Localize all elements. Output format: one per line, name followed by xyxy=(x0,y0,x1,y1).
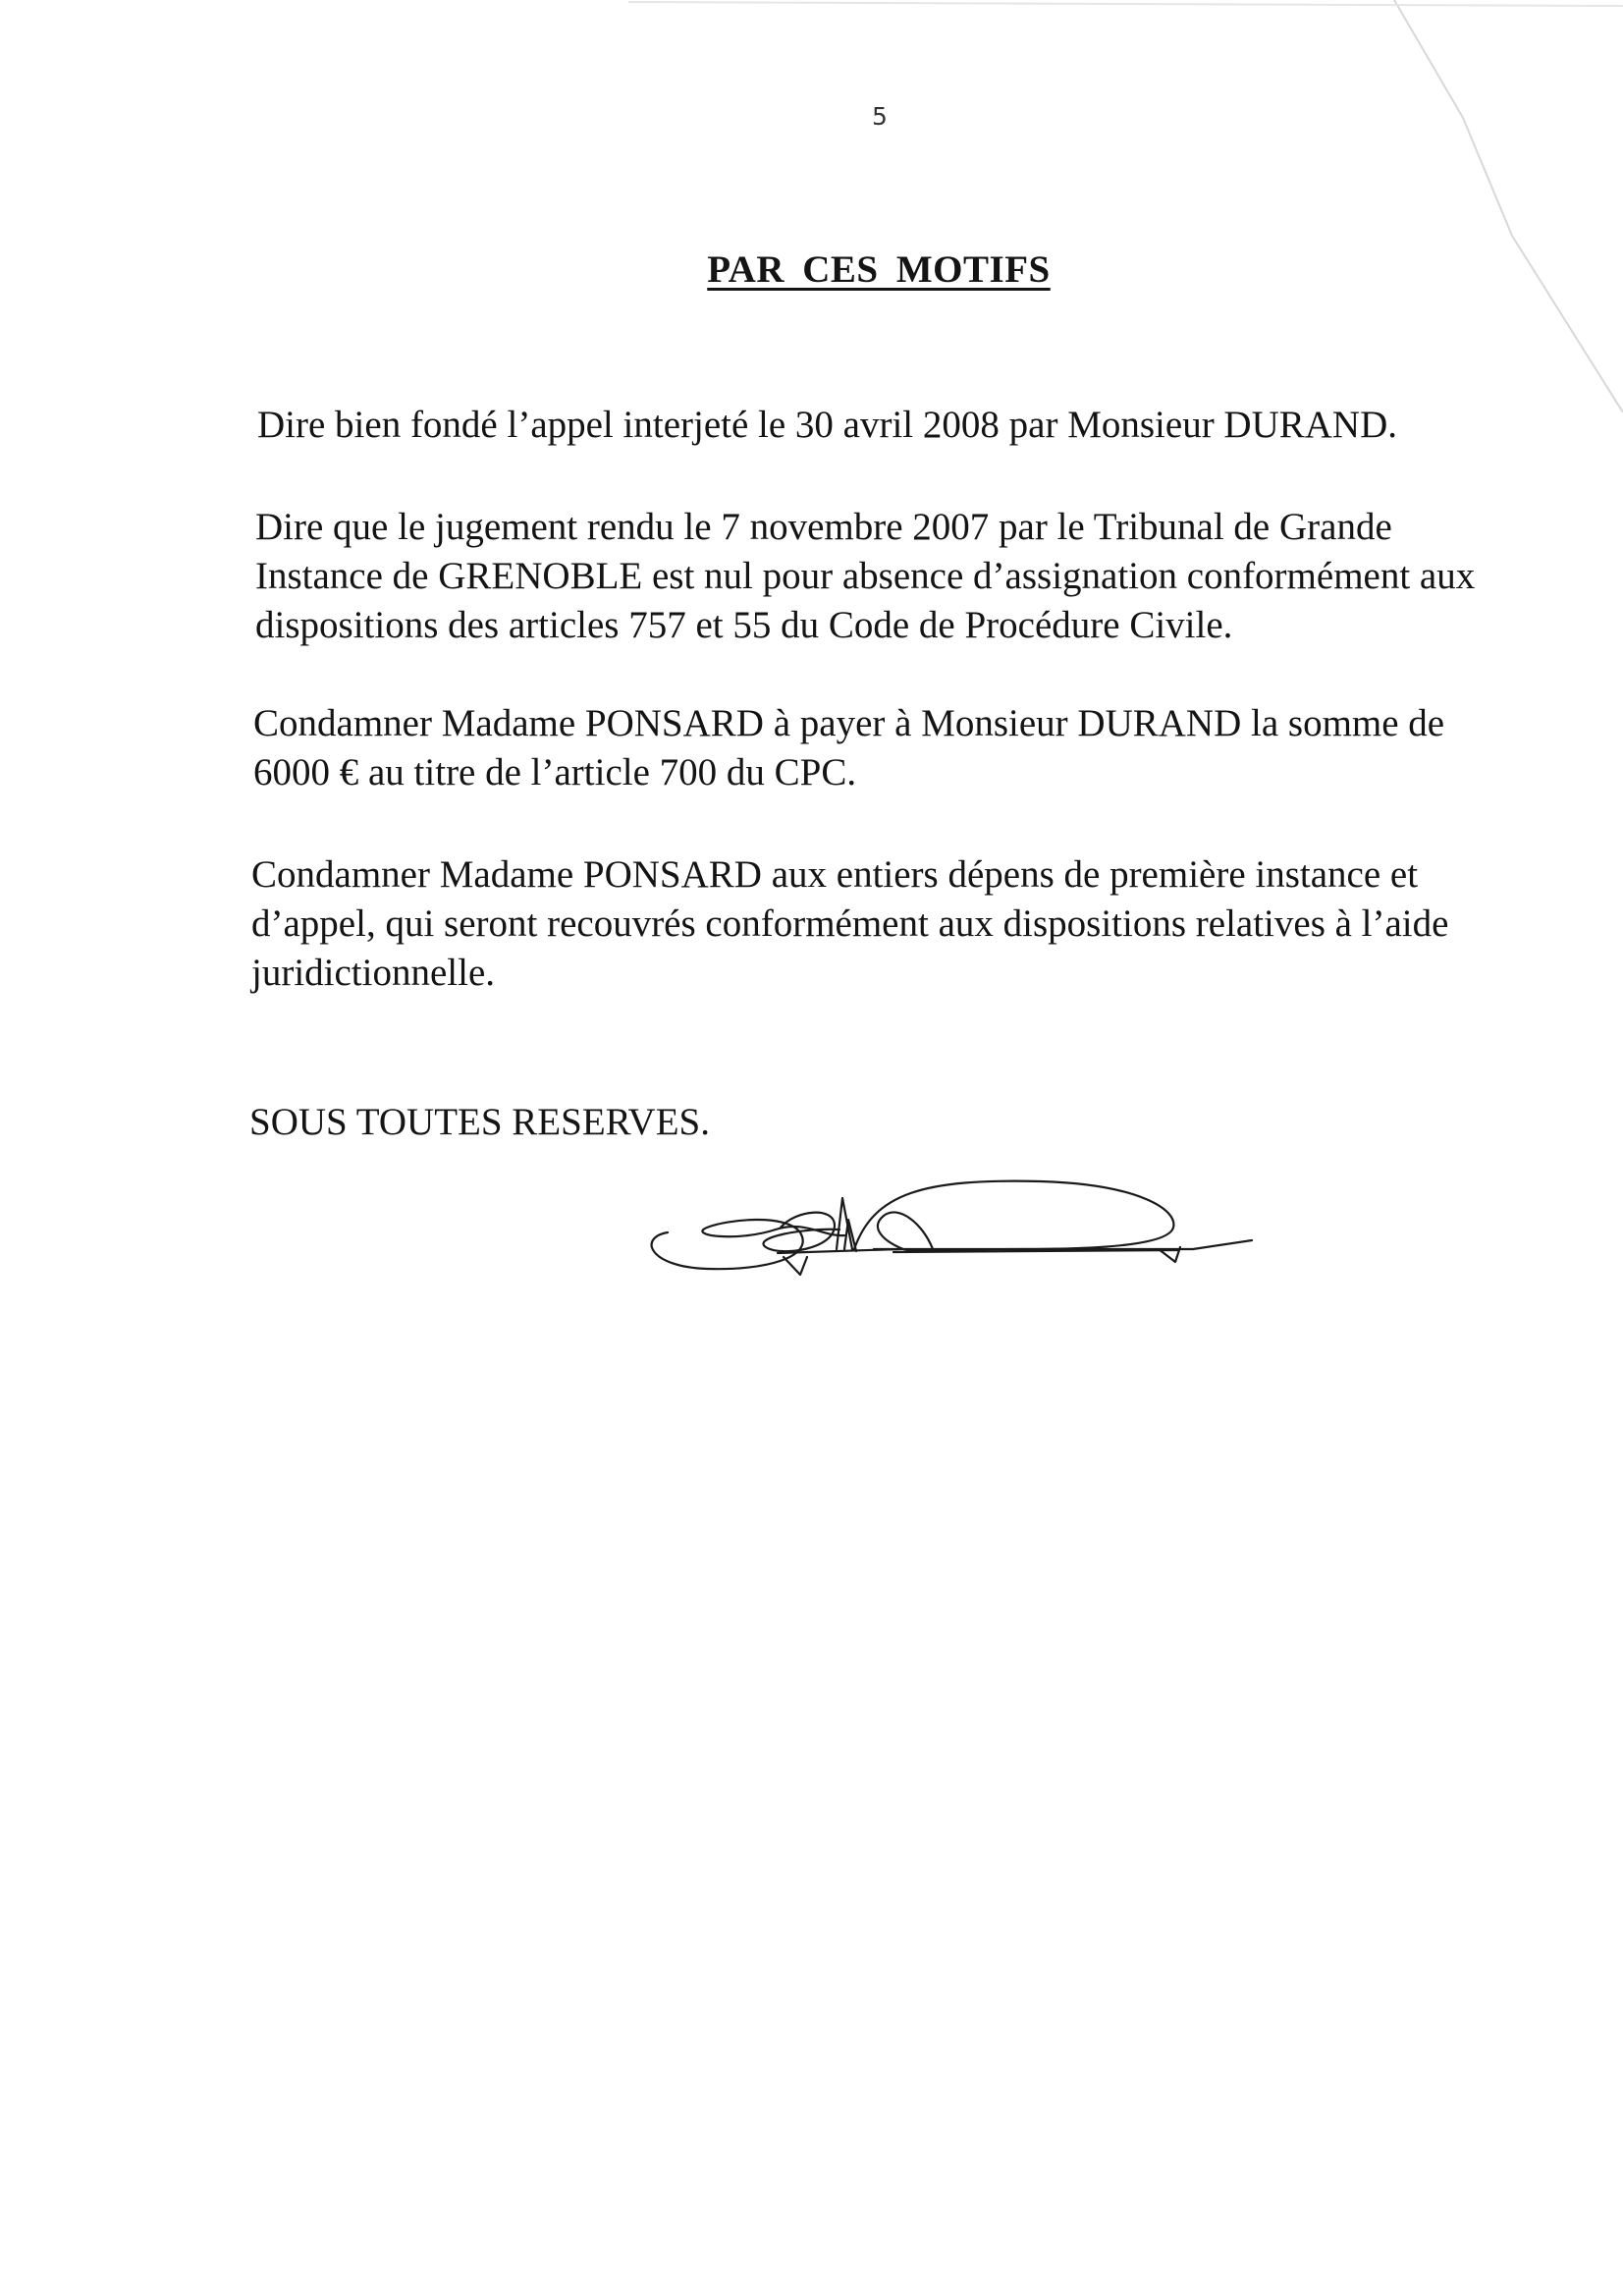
section-heading: PAR CES MOTIFS xyxy=(707,248,1051,291)
text-line: Condamner Madame PONSARD à payer à Monsieur DURAND la somme de xyxy=(253,702,1445,744)
closing-reservation: SOUS TOUTES RESERVES. xyxy=(249,1101,710,1143)
paragraph-judgment-null xyxy=(255,503,1475,650)
paragraph-payment xyxy=(253,699,1444,797)
text-line: d’appel, qui seront recouvrés conformément aux dispositions relatives à l’aide xyxy=(251,902,1449,945)
handwritten-signature xyxy=(628,1159,1276,1306)
paragraph-costs xyxy=(251,850,1448,998)
text-line: dispositions des articles 757 et 55 du Code de Procédure Civile. xyxy=(255,604,1233,646)
paragraph-appeal xyxy=(257,401,1397,450)
scan-edge-shadow xyxy=(0,0,1623,412)
text-line: Condamner Madame PONSARD aux entiers dépens de première instance et xyxy=(251,853,1419,896)
text-line: 6000 € au titre de l’article 700 du CPC. xyxy=(253,751,857,793)
text-line: Dire bien fondé l’appel interjeté le 30 avril 2008 par Monsieur DURAND. xyxy=(257,404,1398,446)
page-number: 5 xyxy=(872,102,888,131)
text-line: juridictionnelle. xyxy=(251,952,496,994)
text-line: Dire que le jugement rendu le 7 novembre 2007 par le Tribunal de Grande xyxy=(255,506,1392,548)
text-line: Instance de GRENOBLE est nul pour absence d’assignation conformément aux xyxy=(255,555,1476,597)
